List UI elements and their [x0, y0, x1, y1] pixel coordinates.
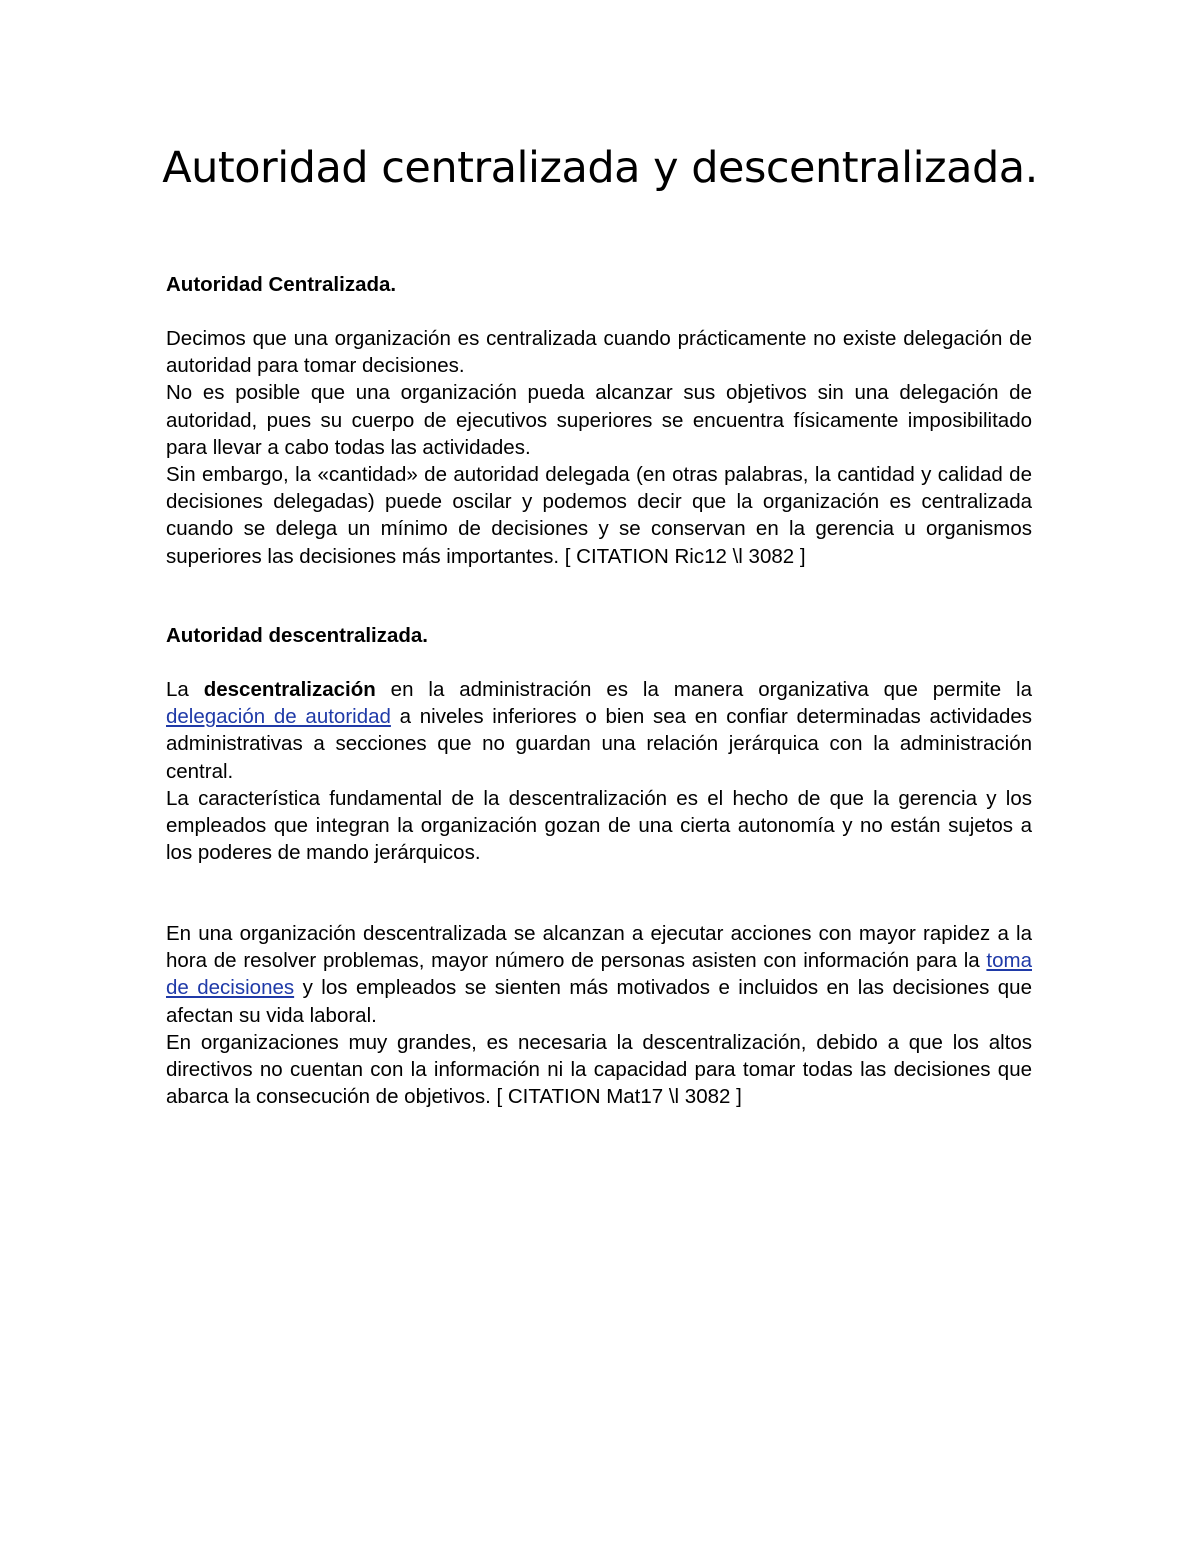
paragraph: Sin embargo, la «cantidad» de autoridad delegada (en otras palabras, la cantidad y calidad de decisiones delegadas) puede oscilar y podemos decir que la organización es centralizada cuando se delega un mínimo de decisiones y se conservan en la gerencia u organismos superiores las decisiones más importantes. [ CITATION Ric12 \l 3082 ]	[166, 463, 1032, 568]
paragraph: Decimos que una organización es centralizada cuando prácticamente no existe delegación de autoridad para tomar decisiones.	[166, 327, 1032, 378]
text-run: La	[166, 678, 204, 701]
delegacion-de-autoridad-link[interactable]: delegación de autoridad	[166, 705, 391, 729]
section-centralizada-body	[166, 325, 1032, 570]
document-title: Autoridad centralizada y descentralizada.	[162, 143, 1038, 193]
text-run: En una organización descentralizada se alcanzan a ejecutar acciones con mayor rapidez a la hora de resolver problemas, mayor número de personas asisten con información para la	[166, 922, 1032, 973]
section-descentralizada-heading-block	[166, 622, 1032, 649]
section-descentralizada-body	[166, 676, 1032, 866]
paragraph	[166, 920, 1032, 1029]
section-heading: Autoridad Centralizada.	[166, 273, 397, 296]
text-run: en la administración es la manera organizativa que permite la	[375, 678, 1032, 701]
bold-term: descentralización	[203, 678, 376, 701]
toma-de-decisiones-link[interactable]: toma de decisiones	[166, 949, 1032, 1000]
section-heading: Autoridad descentralizada.	[166, 624, 429, 647]
paragraph: La característica fundamental de la descentralización es el hecho de que la gerencia y los empleados que integran la organización gozan de una cierta autonomía y no están sujetos a los poderes de mando jerárquicos.	[166, 786, 1032, 865]
paragraph: No es posible que una organización pueda alcanzar sus objetivos sin una delegación de autoridad, pues su cuerpo de ejecutivos superiores se encuentra físicamente imposibilitado para llevar a cabo todas las actividades.	[166, 381, 1032, 459]
paragraph: En organizaciones muy grandes, es necesaria la descentralización, debido a que los altos directivos no cuentan con la información ni la capacidad para tomar todas las decisiones que abarca la consecución de objetivos. [ CITATION Mat17 \l 3082 ]	[166, 1030, 1032, 1109]
section-centralizada-heading-block	[166, 271, 1032, 298]
text-run: a niveles inferiores o bien sea en confiar determinadas actividades administrativas a secciones que no guardan una relación jerárquica con la administración central.	[166, 705, 1033, 783]
section-descentralizada-continued	[166, 920, 1032, 1110]
paragraph	[166, 676, 1032, 785]
text-run: y los empleados se sienten más motivados e incluidos en las decisiones que afectan su vida laboral.	[166, 976, 1032, 1027]
